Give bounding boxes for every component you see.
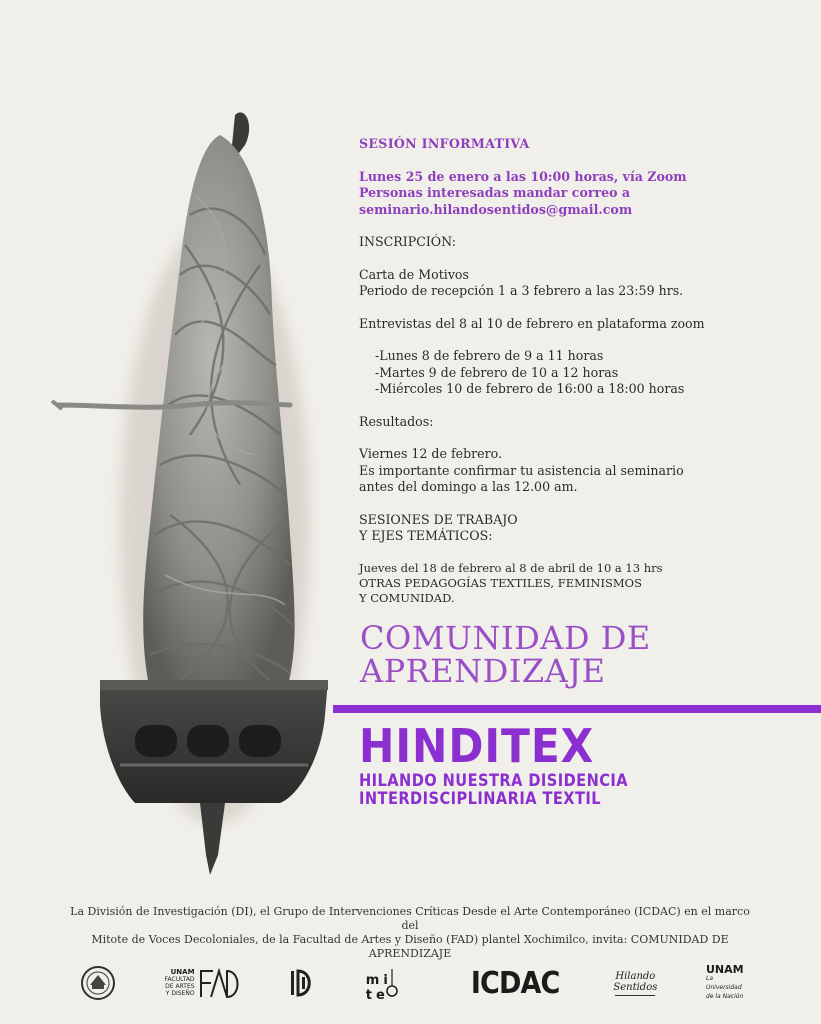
brand-subtitle-1: HILANDO NUESTRA DISIDENCIA [359, 771, 629, 791]
brand-subtitle-2: INTERDISCIPLINARIA TEXTIL [359, 789, 602, 809]
slot-martes: -Martes 9 de febrero de 10 a 12 horas [375, 364, 619, 380]
resultados-date: Viernes 12 de febrero. [359, 446, 502, 461]
slot-lunes: -Lunes 8 de febrero de 9 a 11 horas [375, 348, 604, 363]
unam-label: UNAM [705, 963, 744, 976]
headline-title [360, 619, 651, 690]
sesiones-title-1: SESIONES DE TRABAJO [359, 511, 518, 527]
di-logo [289, 963, 317, 1003]
logo-strip [80, 958, 750, 1008]
footer-line-1: La División de Investigación (DI), el Grupo de Intervenciones Críticas Desde el Arte Contemporáneo (ICDAC) en el marco del [70, 905, 750, 932]
info-text [359, 136, 799, 606]
sesiones-themes-2: Y COMUNIDAD. [359, 590, 455, 605]
unam-seal-logo [80, 963, 116, 1003]
fad-label-1: FACULTAD [164, 976, 195, 983]
resultados-note-2: antes del domingo a las 12.00 am. [359, 479, 578, 494]
headline-line-1: COMUNIDAD DE [360, 619, 651, 657]
mitote-logo [366, 963, 418, 1003]
brand-title: HINDITEX [359, 719, 595, 773]
footer-line-2: Mitote de Voces Decoloniales, de la Facultad de Artes y Diseño (FAD) plantel Xochimilco, invita: COMUNIDAD DE APRENDIZAJE [91, 933, 729, 960]
icdac-logo [466, 963, 564, 1003]
session-contact: Personas interesadas mandar correo a [359, 185, 631, 200]
unam-universidad-logo [706, 963, 750, 1003]
brand-subtitle [359, 772, 628, 808]
slot-miercoles: -Miércoles 10 de febrero de 16:00 a 18:00 horas [375, 381, 685, 396]
fad-unam-label: UNAM [170, 968, 195, 976]
session-email[interactable]: seminario.hilandosentidos@gmail.com [359, 201, 633, 217]
periodo-recepcion: Periodo de recepción 1 a 3 febrero a las 23:59 hrs. [359, 283, 684, 298]
fad-label-2: DE ARTES [165, 983, 195, 990]
sesiones-themes-1: OTRAS PEDAGOGÍAS TEXTILES, FEMINISMOS [359, 575, 642, 590]
hilando-sentidos-logo [613, 963, 657, 1003]
fad-logo [165, 963, 241, 1003]
sesiones-schedule: Jueves del 18 de febrero al 8 de abril de 10 a 13 hrs [359, 560, 663, 575]
unam-tagline: La Universidad de la Nación [705, 975, 744, 1000]
icdac-label: ICDAC [471, 965, 560, 1001]
mitote-label: mi te [365, 973, 392, 1003]
accent-bar [333, 705, 821, 713]
footer-text [60, 905, 760, 961]
session-title: SESIÓN INFORMATIVA [359, 136, 530, 151]
fad-label-3: Y DISEÑO [165, 990, 195, 997]
hilando-label-1: Hilando [615, 970, 656, 982]
spindle-illustration [40, 105, 340, 875]
session-date: Lunes 25 de enero a las 10:00 horas, vía Zoom [359, 168, 687, 184]
sesiones-title-2: Y EJES TEMÁTICOS: [359, 528, 493, 543]
carta-motivos: Carta de Motivos [359, 266, 469, 282]
hilando-label-2: Sentidos [613, 981, 658, 993]
resultados-title: Resultados: [359, 413, 434, 429]
headline-line-2: APRENDIZAJE [360, 652, 606, 690]
resultados-note-1: Es importante confirmar tu asistencia al seminario [359, 462, 684, 478]
entrevistas: Entrevistas del 8 al 10 de febrero en plataforma zoom [359, 315, 705, 331]
inscripcion-title: INSCRIPCIÓN: [359, 234, 456, 249]
